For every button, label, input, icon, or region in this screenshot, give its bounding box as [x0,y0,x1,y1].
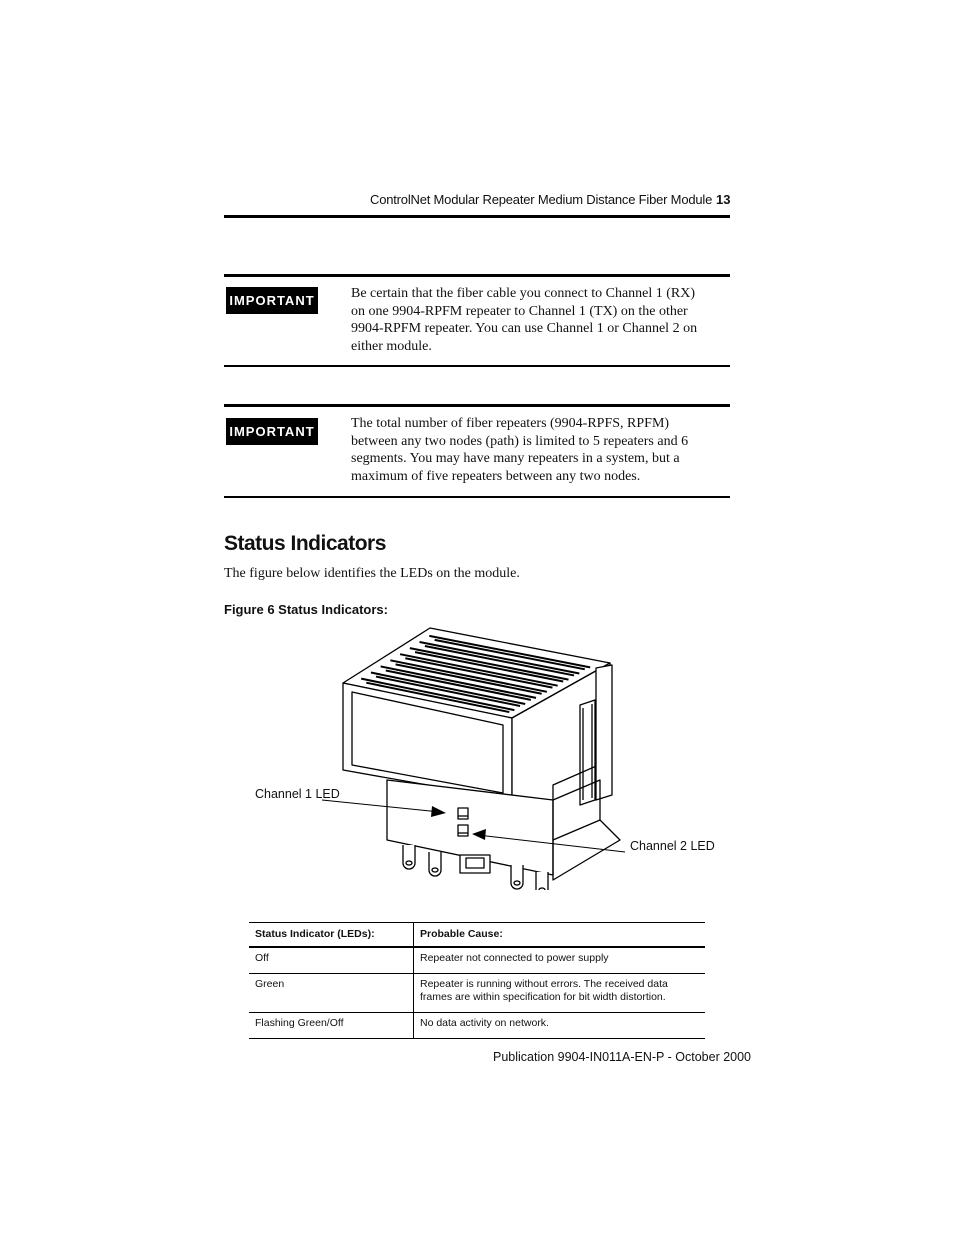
notice-line: 9904-RPFM repeater. You can use Channel 1 or Channel 2 on [351,321,698,336]
notice-line: on one 9904-RPFM repeater to Channel 1 (TX) on the other [351,303,688,319]
important-badge: IMPORTANT [226,418,318,445]
column-header-cause: Probable Cause: [420,928,503,940]
indicator-cell: Green [249,974,414,1013]
notice-line: segments. You may have many repeaters in a system, but a [351,451,680,466]
figure-caption: Figure 6 Status Indicators: [224,602,388,617]
notice-line: maximum of five repeaters between any two nodes. [351,468,641,484]
notice-line: either module. [351,338,432,354]
cause-cell: No data activity on network. [420,1017,549,1029]
column-header-indicator: Status Indicator (LEDs): [249,923,414,948]
notice-bottom-rule [224,496,730,498]
channel2-led-callout: Channel 2 LED [630,839,715,853]
table-row [249,974,705,1013]
notice-line: Be certain that the fiber cable you connect to Channel 1 (RX) [351,286,696,301]
important-badge: IMPORTANT [226,287,318,314]
table-row [249,947,705,974]
running-header-title: ControlNet Modular Repeater Medium Distance Fiber Module [370,192,713,207]
notice-top-rule [224,404,730,407]
notice-line: The total number of fiber repeaters (9904-RPFS, RPFM) [351,416,670,431]
page-number: 13 [716,192,731,207]
important-notice-text [351,415,731,485]
channel1-led-callout: Channel 1 LED [255,787,340,801]
table-header-row [249,923,705,948]
status-indicator-table [249,922,705,1039]
intro-paragraph: The figure below identifies the LEDs on the module. [224,566,520,581]
indicator-cell: Off [249,947,414,974]
section-heading: Status Indicators [224,532,386,555]
notice-line: between any two nodes (path) is limited to 5 repeaters and 6 [351,433,689,449]
notice-top-rule [224,274,730,277]
indicator-cell: Flashing Green/Off [249,1013,414,1039]
publication-footer: Publication 9904-IN011A-EN-P - October 2000 [493,1050,752,1064]
notice-bottom-rule [224,365,730,367]
cause-cell: Repeater is running without errors. The received data frames are within specification for bit width distortion. [420,978,668,1003]
cause-cell: Repeater not connected to power supply [420,952,609,964]
header-rule [224,215,730,218]
fiber-port [536,872,548,890]
important-notice-text [351,285,731,355]
table-row [249,1013,705,1039]
